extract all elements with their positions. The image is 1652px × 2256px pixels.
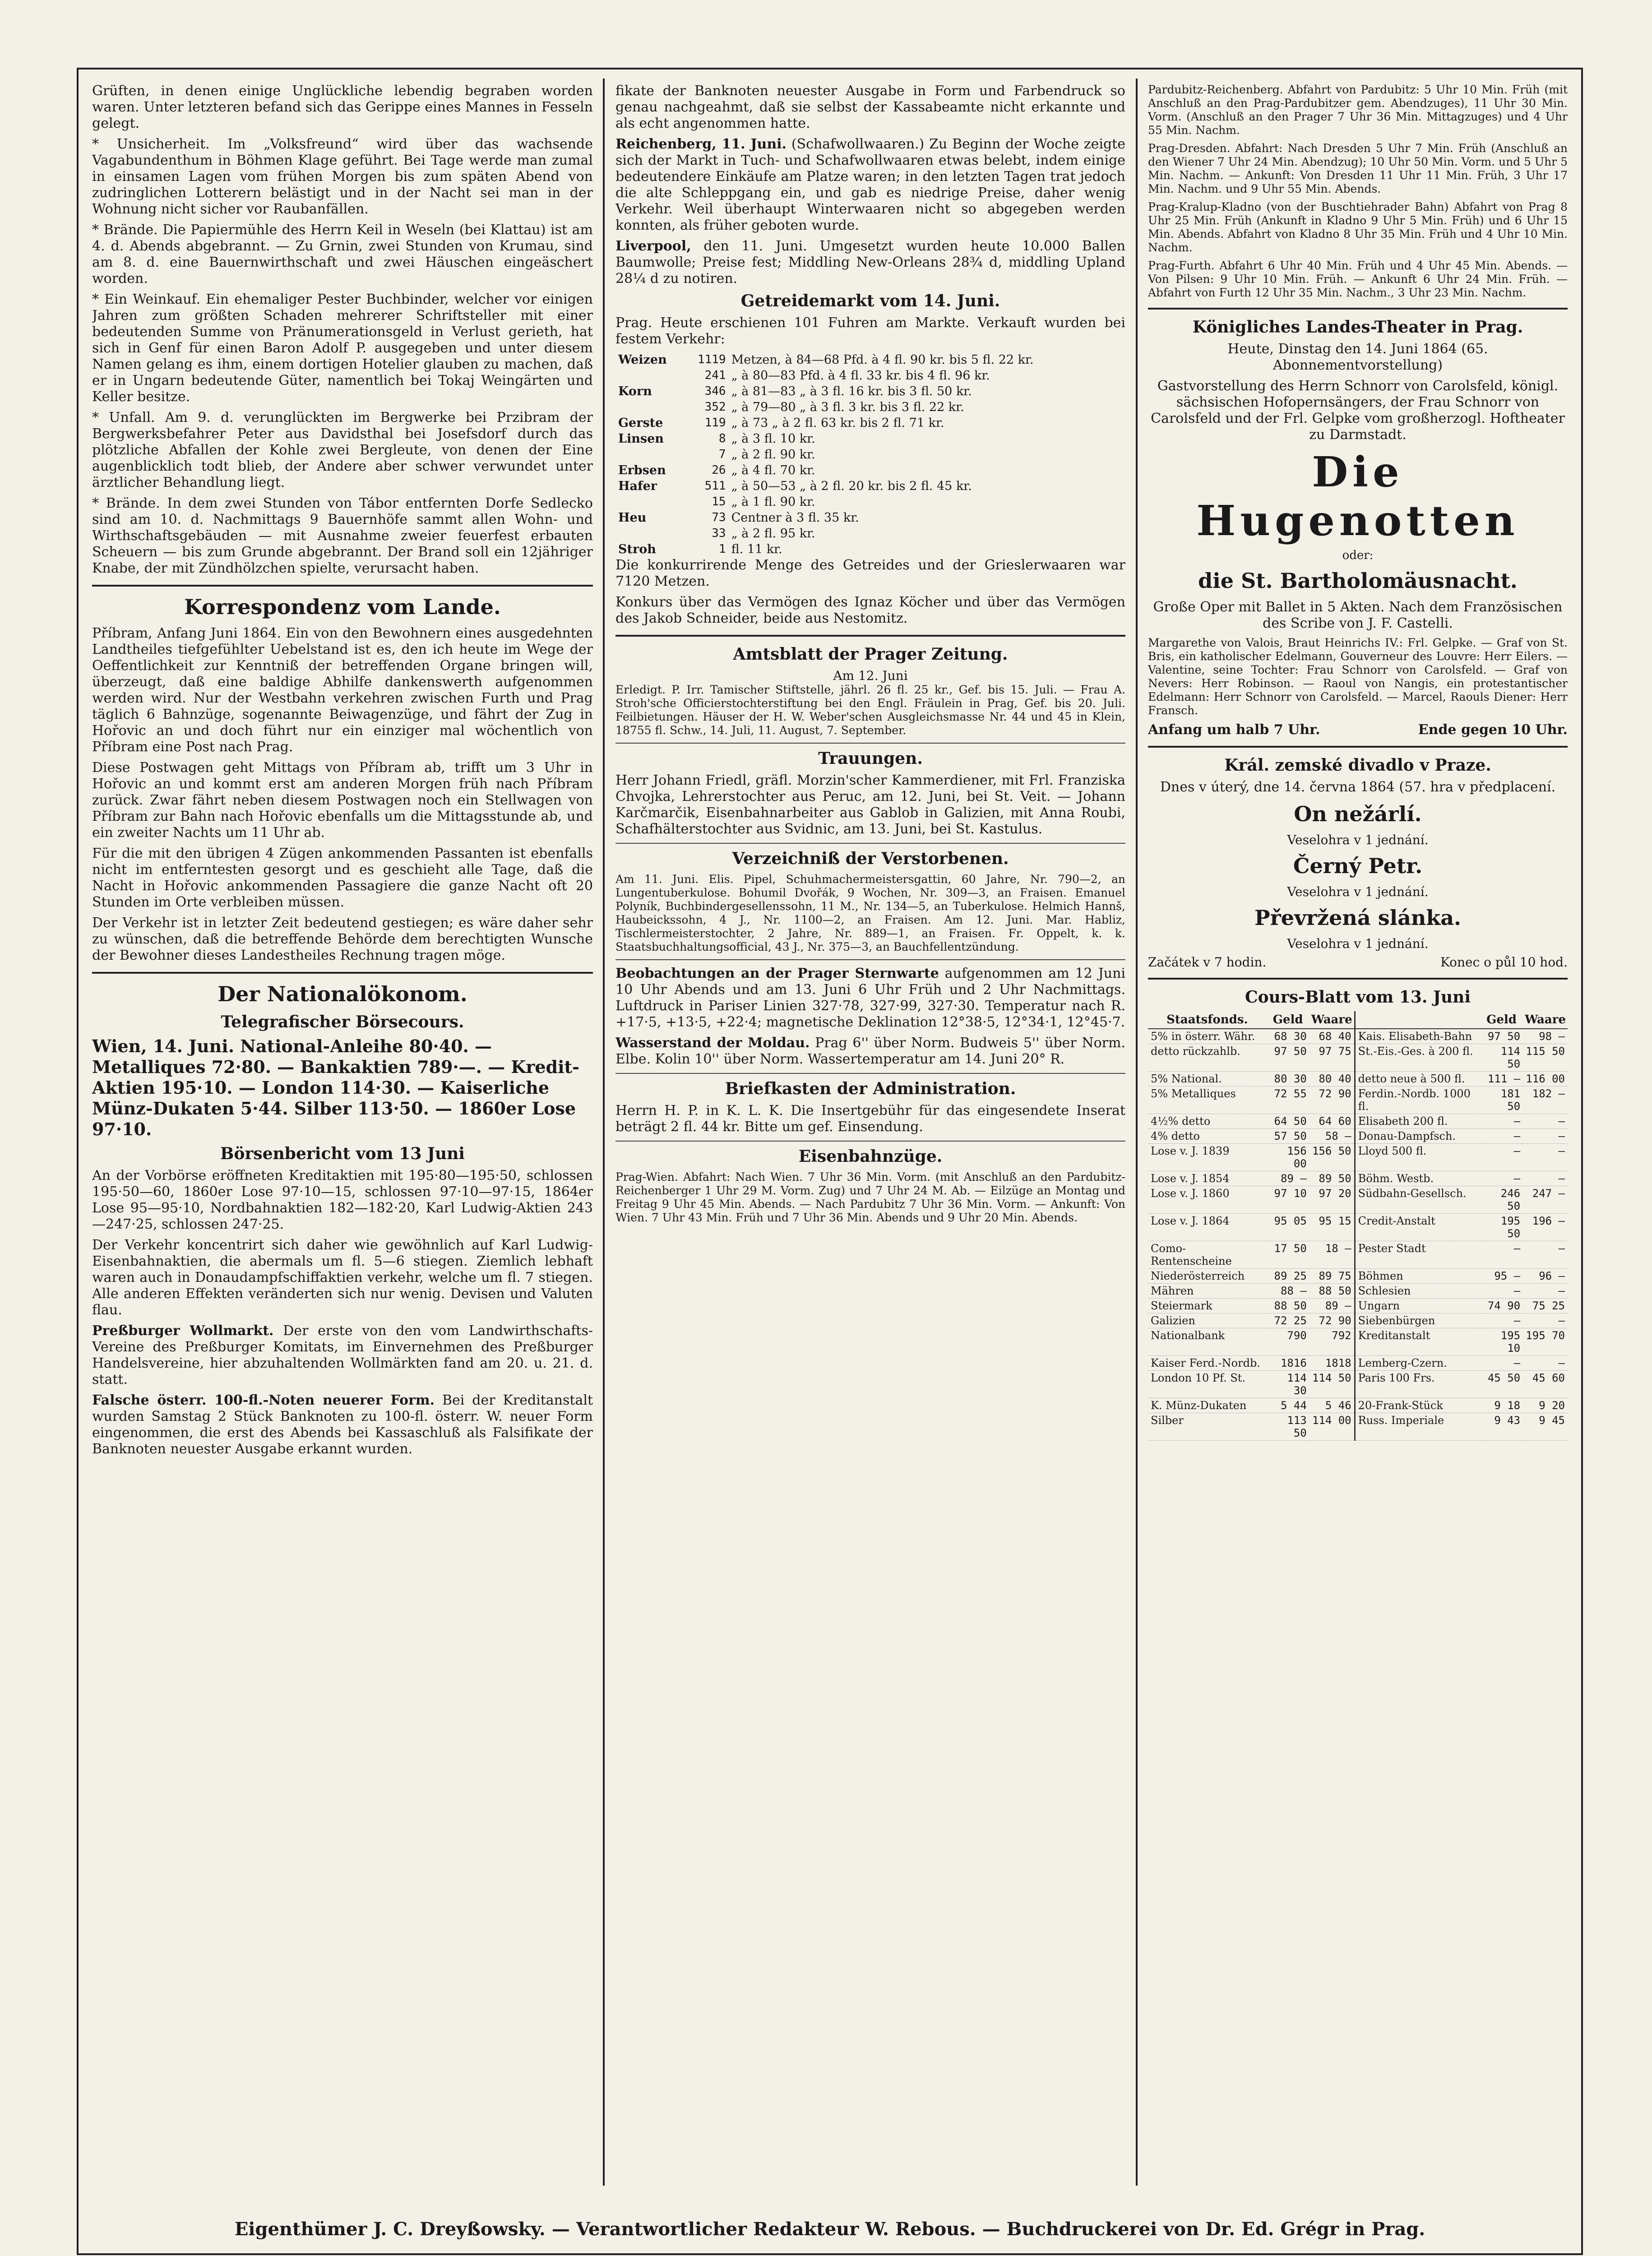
table-cell: 64 50 xyxy=(1267,1114,1310,1129)
table-cell: London 10 Pf. St. xyxy=(1148,1371,1267,1398)
table-cell: Hafer xyxy=(618,479,657,493)
table-cell: 45 50 xyxy=(1480,1371,1523,1398)
table-row xyxy=(615,352,1125,368)
table-cell: Linsen xyxy=(618,432,664,446)
column-3 xyxy=(1148,83,1568,2186)
table-cell: 352 xyxy=(704,400,726,414)
theater-line: Heute, Dinstag den 14. Juni 1864 (65. Abonnementvorstellung) xyxy=(1227,341,1488,373)
table-cell: 247 — xyxy=(1523,1186,1568,1214)
grain-total: Die konkurrirende Menge des Getreides und der Grieslerwaaren war 7120 Metzen. xyxy=(615,557,1125,589)
paragraph: Diese Postwagen geht Mittags von Příbram ab, trifft um 3 Uhr in Hořovic an und kommt erst am anderen Morgen früh nach Příbram zurück. Zwar fährt neben diesem Postwagen noch ein Stellwagen von Příbram zur Bahn nach Hořovic ebenfalls um die Mittagsstunde ab, und ein zweiter Nachts um 11 Uhr ab. xyxy=(92,760,593,841)
course-table xyxy=(1148,1011,1568,1441)
letterbox-text: Herrn H. P. in K. L. K. Die Insertgebühr für das eingesendete Inserat beträgt 2 fl. 44 kr. Bitte um gef. Einsendung. xyxy=(615,1103,1125,1135)
table-cell: Siebenbürgen xyxy=(1355,1313,1480,1328)
table-cell: 246 50 xyxy=(1480,1186,1523,1214)
column-header xyxy=(1355,1011,1480,1029)
czech-play-desc: Veselohra v 1 jednání. xyxy=(1287,884,1429,899)
observ-text: aufgenommen am 12 Juni 10 Uhr Abends und am 13. Juni 6 Uhr Früh und 2 Uhr Nachmittags. Luftdruck in Pariser Linien 327·78, 327·99, 327·30. Temperatur nach R. +17·5, +13·5, +22·4; magnetische Deklination 12°38·5, 12°34·1, 12°45·7. xyxy=(615,966,1125,1030)
table-cell: 5 44 xyxy=(1267,1398,1310,1413)
table-cell: 95 — xyxy=(1480,1269,1523,1284)
table-cell: — xyxy=(1480,1129,1523,1144)
table-cell: „ à 73 „ à 2 fl. 63 kr. bis 2 fl. 71 kr. xyxy=(731,416,944,430)
column-header: Waare xyxy=(1523,1011,1568,1029)
table-cell: 790 xyxy=(1267,1328,1310,1356)
opera-title: Die Hugenotten xyxy=(1196,448,1519,545)
table-row xyxy=(1148,1044,1568,1072)
table-cell: 181 50 xyxy=(1480,1086,1523,1114)
table-cell: 195 10 xyxy=(1480,1328,1523,1356)
table-row xyxy=(1148,1299,1568,1313)
table-cell: 195 70 xyxy=(1523,1328,1568,1356)
paragraph: * Unsicherheit. Im „Volksfreund“ wird über das wachsende Vagabundenthum in Böhmen Klage geführt. Bei Tage werde man zumal in einsamen Lagen vom frühen Morgen bis zum späten Abend von zudringlichen Lotterern belästigt und in der Nacht sei man in der Wohnung nicht sicher vor Raubanfällen. xyxy=(92,136,593,217)
table-cell: 73 xyxy=(712,511,726,524)
table-cell xyxy=(615,399,685,415)
table-cell: 80 30 xyxy=(1267,1072,1310,1086)
divider xyxy=(615,635,1125,637)
deaths-text: Am 11. Juni. Elis. Pipel, Schuhmachermeistersgattin, 60 Jahre, Nr. 790—2, an Lungentuberkulose. Bohumil Dvořák, 9 Wochen, Nr. 309—3, an Fraisen. Emanuel Polyník, Buchbindergesellenssohn, 11 M., Nr. 134—5, an Tuberkulose. Helmich Hannš, Haubeickssohn, 4 J., Nr. 1100—2, an Fraisen. Am 12. Juni. Mar. Habliz, Tischlermeisterstochter, 2 Jahre, Nr. 889—1, an Fraisen. Fr. Oppelt, k. k. Staatsbuchhaltungsofficial, 43 J., Nr. 375—3, an Bauchfellentzündung. xyxy=(615,873,1125,953)
column-rule xyxy=(1136,79,1138,2186)
table-cell: Heu xyxy=(618,511,647,525)
table-row xyxy=(1148,1086,1568,1114)
table-cell: 97 20 xyxy=(1310,1186,1355,1214)
table-cell: „ à 1 fl. 90 kr. xyxy=(731,495,815,509)
table-cell: Kreditanstalt xyxy=(1355,1328,1480,1356)
paragraph: Der Verkehr ist in letzter Zeit bedeutend gestiegen; es wäre daher sehr zu wünschen, daß die betreffende Behörde dem berechtigten Wunsche der Bewohner dieses Landestheiles Rechnung tragen möge. xyxy=(92,915,593,963)
theater-heading: Königliches Landes-Theater in Prag. xyxy=(1192,318,1523,337)
table-cell: 1 xyxy=(718,542,726,556)
telegraph-text: Wien, 14. Juni. National-Anleihe 80·40. — Metalliques 72·80. — Bankaktien 789·—. — Kredit-Aktien 195·10. — London 114·30. — Kaiserliche Münz-Dukaten 5·44. Silber 113·50. — 1860er Lose 97·10. xyxy=(92,1036,579,1139)
divider xyxy=(1148,978,1568,980)
table-cell: Steiermark xyxy=(1148,1299,1267,1313)
table-cell: Credit-Anstalt xyxy=(1355,1214,1480,1241)
table-cell xyxy=(615,447,685,462)
table-cell: 119 xyxy=(704,416,726,430)
table-cell: Böhm. Westb. xyxy=(1355,1171,1480,1186)
reichenberg-text: (Schafwollwaaren.) Zu Beginn der Woche zeigte sich der Markt in Tuch- und Schafwollwaaren etwas belebt, indem einige bedeutendere Einkäufe am Platze waren; in den letzten Tagen trat jedoch die alte Schleppgang ein, und gab es niedrige Preise, daher wenig Verkehr. Weil überhaupt Winterwaaren nicht so abgegeben werden konnten, als früher geboten wurde. xyxy=(615,136,1125,233)
table-row xyxy=(1148,1129,1568,1144)
divider xyxy=(615,1141,1125,1142)
table-cell: 20-Frank-Stück xyxy=(1355,1398,1480,1413)
rail-text: Pardubitz-Reichenberg. Abfahrt von Pardubitz: 5 Uhr 10 Min. Früh (mit Anschluß an den Prag-Pardubitzer gem. Abendzuges), 11 Uhr 30 Min. Vorm. (Anschluß an den Prager 7 Uhr 36 Min. Mittagzuges) und 4 Uhr 55 Min. Nachm. xyxy=(1148,83,1568,137)
table-cell: 196 — xyxy=(1523,1214,1568,1241)
column-header: Geld xyxy=(1267,1011,1310,1029)
table-cell: 58 — xyxy=(1310,1129,1355,1144)
table-row xyxy=(1148,1029,1568,1044)
table-cell: — xyxy=(1480,1114,1523,1129)
column-rule xyxy=(603,79,605,2186)
table-cell: 195 50 xyxy=(1480,1214,1523,1241)
table-cell: — xyxy=(1523,1284,1568,1299)
river-text: Prag 6'' über Norm. Budweis 5'' über Norm. Elbe. Kolin 10'' über Norm. Wassertemperatur am 14. Juni 20° R. xyxy=(615,1035,1125,1067)
table-cell: Russ. Imperiale xyxy=(1355,1413,1480,1441)
czech-start: Začátek v 7 hodin. xyxy=(1148,955,1267,970)
table-cell: Lose v. J. 1854 xyxy=(1148,1171,1267,1186)
table-cell: Erbsen xyxy=(618,463,666,477)
table-cell: 346 xyxy=(704,384,726,398)
table-cell: 89 — xyxy=(1267,1171,1310,1186)
table-cell: 111 — xyxy=(1480,1072,1523,1086)
paragraph: * Brände. In dem zwei Stunden von Tábor entfernten Dorfe Sedlecko sind am 10. d. Nachmittags 9 Bauernhöfe sammt allen Wohn- und Wirthschaftsgebäuden — mit Ausnahme zweier feuerfest erbauten Scheuern — bis zum Grunde abgebrannt. Der Brand soll ein 12jähriger Knabe, der mit Zündhölzchen spielte, verursacht haben. xyxy=(92,495,593,576)
trauung-heading: Trauungen. xyxy=(818,749,923,768)
divider xyxy=(92,585,593,587)
paragraph: Příbram, Anfang Juni 1864. Ein von den Bewohnern eines ausgedehnten Landtheiles tiefgefühlter Uebelstand ist es, den ich heute im Wege der Oeffentlichkeit zur Kenntniß der betreffenden Organe bringen will, überzeugt, daß eine baldige Abhilfe dankenswerth aufgenommen werden wird. Nur der Westbahn verkehren zwischen Furth und Prag täglich 6 Bahnzüge, sogenannte Beiwagenzüge, und fährt der Zug in Hořovic an und doch führt nur ein einziger mal wöchentlich von Příbram eine Post nach Prag. xyxy=(92,625,593,755)
table-cell: Ungarn xyxy=(1355,1299,1480,1313)
table-cell: 17 50 xyxy=(1267,1241,1310,1269)
table-row xyxy=(1148,1356,1568,1371)
table-row xyxy=(1148,1269,1568,1284)
table-row xyxy=(1148,1328,1568,1356)
trauung-text: Herr Johann Friedl, gräfl. Morzin'scher Kammerdiener, mit Frl. Franziska Chvojka, Lehrerstochter aus Peruc, am 12. Juni, bei St. Veit. — Johann Karčmarčik, Eisenbahnarbeiter aus Gablob in Galizien, mit Anna Roubi, Schafhälterstochter aus Svidnic, am 13. Juni, bei St. Kastulus. xyxy=(615,772,1125,837)
table-cell: 156 50 xyxy=(1310,1144,1355,1171)
czech-play: On nežárlí. xyxy=(1294,802,1422,826)
table-cell: Weizen xyxy=(618,353,667,367)
column-header: Staatsfonds. xyxy=(1148,1011,1267,1029)
section-title-economist: Der Nationalökonom. xyxy=(217,982,467,1006)
grain-heading: Getreidemarkt vom 14. Juni. xyxy=(740,291,1000,310)
czech-play-desc: Veselohra v 1 jednání. xyxy=(1287,832,1429,847)
table-row xyxy=(1148,1284,1568,1299)
table-cell: Nationalbank xyxy=(1148,1328,1267,1356)
paragraph: Der Verkehr koncentrirt sich daher wie gewöhnlich auf Karl Ludwig-Eisenbahnaktien, die abermals um fl. 5—6 stiegen. Ziemlich lebhaft waren auch in Donaudampfschiffaktien verkehr, welche um fl. 7 stiegen. Alle anderen Effekten veränderten sich nur wenig. Devisen und Valuten flau. xyxy=(92,1237,593,1318)
table-cell: — xyxy=(1480,1313,1523,1328)
table-cell: 115 50 xyxy=(1523,1044,1568,1072)
czech-theater-heading: Král. zemské divadlo v Praze. xyxy=(1224,756,1491,775)
column-header: Geld xyxy=(1480,1011,1523,1029)
table-cell: Silber xyxy=(1148,1413,1267,1441)
table-row xyxy=(1148,1171,1568,1186)
divider xyxy=(615,843,1125,844)
table-cell: „ à 79—80 „ à 3 fl. 3 kr. bis 3 fl. 22 kr. xyxy=(731,400,964,414)
table-cell: 8 xyxy=(718,432,726,445)
table-row xyxy=(615,478,1125,494)
table-cell: 1818 xyxy=(1310,1356,1355,1371)
observ-heading: Beobachtungen an der Prager Sternwarte xyxy=(615,966,939,981)
table-row xyxy=(615,526,1125,541)
table-cell: 64 60 xyxy=(1310,1114,1355,1129)
table-cell: 114 50 xyxy=(1310,1371,1355,1398)
table-cell: St.-Eis.-Ges. à 200 fl. xyxy=(1355,1044,1480,1072)
paragraph: fikate der Banknoten neuester Ausgabe in Form und Farbendruck so genau nachgeahmt, daß sie selbst der Kassabeamte nicht erkannte und als echt angenommen hatte. xyxy=(615,83,1125,131)
table-cell: Schlesien xyxy=(1355,1284,1480,1299)
table-cell xyxy=(615,368,685,384)
table-cell: 98 — xyxy=(1523,1029,1568,1044)
table-row xyxy=(615,368,1125,384)
table-cell: 114 50 xyxy=(1480,1044,1523,1072)
table-cell: Galizien xyxy=(1148,1313,1267,1328)
divider xyxy=(92,972,593,974)
table-cell: 241 xyxy=(704,369,726,382)
table-cell: Lose v. J. 1864 xyxy=(1148,1214,1267,1241)
table-cell: — xyxy=(1523,1171,1568,1186)
amtsblatt-heading: Amtsblatt der Prager Zeitung. xyxy=(733,645,1008,664)
table-cell: Lloyd 500 fl. xyxy=(1355,1144,1480,1171)
table-row xyxy=(615,447,1125,462)
table-cell: Como-Rentenscheine xyxy=(1148,1241,1267,1269)
course-heading: Cours-Blatt vom 13. Juni xyxy=(1245,988,1471,1007)
railway-heading: Eisenbahnzüge. xyxy=(798,1147,943,1166)
divider xyxy=(615,959,1125,960)
column-2 xyxy=(615,83,1125,2186)
divider xyxy=(615,743,1125,744)
letterbox-heading: Briefkasten der Administration. xyxy=(725,1079,1016,1098)
table-cell: — xyxy=(1523,1114,1568,1129)
opera-subtitle: die St. Bartholomäusnacht. xyxy=(1198,569,1518,593)
table-cell: Gerste xyxy=(618,416,663,430)
newspaper-page xyxy=(77,68,1583,2255)
rail-text: Prag-Furth. Abfahrt 6 Uhr 40 Min. Früh und 4 Uhr 45 Min. Abends. — Von Pilsen: 9 Uhr 10 Min. Früh. — Ankunft 6 Uhr 24 Min. Früh. — Abfahrt von Furth 12 Uhr 35 Min. Nachm., 3 Uhr 23 Min. Nachm. xyxy=(1148,259,1568,299)
table-row xyxy=(615,462,1125,478)
table-cell: 88 — xyxy=(1267,1284,1310,1299)
table-cell: 9 45 xyxy=(1523,1413,1568,1441)
table-cell: — xyxy=(1480,1356,1523,1371)
table-cell: 182 — xyxy=(1523,1086,1568,1114)
table-cell: „ à 3 fl. 10 kr. xyxy=(731,432,815,446)
grain-intro: Prag. Heute erschienen 101 Fuhren am Markte. Verkauft wurden bei festem Verkehr: xyxy=(615,315,1125,347)
table-cell: 9 43 xyxy=(1480,1413,1523,1441)
table-cell: Kaiser Ferd.-Nordb. xyxy=(1148,1356,1267,1371)
liverpool-heading: Liverpool, xyxy=(615,238,691,254)
czech-play: Černý Petr. xyxy=(1293,854,1423,878)
grain-table xyxy=(615,352,1125,557)
table-cell: 5 46 xyxy=(1310,1398,1355,1413)
table-cell: 1119 xyxy=(697,353,726,366)
table-cell: — xyxy=(1523,1356,1568,1371)
table-cell: 113 50 xyxy=(1267,1413,1310,1441)
telegraph-heading: Telegrafischer Börsecours. xyxy=(221,1012,464,1031)
table-cell: Niederösterreich xyxy=(1148,1269,1267,1284)
table-cell: 80 40 xyxy=(1310,1072,1355,1086)
column-header: Waare xyxy=(1310,1011,1355,1029)
table-row xyxy=(1148,1413,1568,1441)
table-cell: „ à 81—83 „ à 3 fl. 16 kr. bis 3 fl. 50 kr. xyxy=(731,384,972,398)
divider xyxy=(1148,308,1568,310)
table-cell: Lose v. J. 1839 xyxy=(1148,1144,1267,1171)
table-row xyxy=(1148,1186,1568,1214)
false-notes-heading: Falsche österr. 100-fl.-Noten neuerer Form. xyxy=(92,1392,435,1408)
table-cell: 7 xyxy=(718,448,726,461)
opera-or: oder: xyxy=(1342,549,1374,562)
table-cell: 72 25 xyxy=(1267,1313,1310,1328)
table-cell: Metzen, à 84—68 Pfd. à 4 fl. 90 kr. bis 5 fl. 22 kr. xyxy=(731,353,1034,367)
table-cell: 15 xyxy=(712,495,726,509)
table-cell: — xyxy=(1480,1284,1523,1299)
czech-end: Konec o půl 10 hod. xyxy=(1440,955,1568,970)
table-cell: — xyxy=(1480,1241,1523,1269)
table-cell: 156 00 xyxy=(1267,1144,1310,1171)
table-row xyxy=(615,494,1125,510)
table-cell: 116 00 xyxy=(1523,1072,1568,1086)
table-cell: K. Münz-Dukaten xyxy=(1148,1398,1267,1413)
deaths-heading: Verzeichniß der Verstorbenen. xyxy=(732,849,1009,868)
reichenberg-heading: Reichenberg, 11. Juni. xyxy=(615,136,787,152)
table-cell: Korn xyxy=(618,384,652,398)
river-heading: Wasserstand der Moldau. xyxy=(615,1035,810,1051)
table-cell: — xyxy=(1523,1313,1568,1328)
table-row xyxy=(615,431,1125,447)
table-cell: „ à 4 fl. 70 kr. xyxy=(731,463,815,477)
table-cell: Lose v. J. 1860 xyxy=(1148,1186,1267,1214)
table-cell: detto rückzahlb. xyxy=(1148,1044,1267,1072)
table-row xyxy=(1148,1214,1568,1241)
table-cell: 89 — xyxy=(1310,1299,1355,1313)
table-cell: 95 05 xyxy=(1267,1214,1310,1241)
table-cell: 9 20 xyxy=(1523,1398,1568,1413)
rail-text: Prag-Dresden. Abfahrt: Nach Dresden 5 Uhr 7 Min. Früh (Anschluß an den Wiener 7 Uhr 24 Min. Abendzug); 10 Uhr 50 Min. Vorm. und 5 Uhr 5 Min. Nachm. — Ankunft: Von Dresden 11 Uhr 11 Min. Früh, 3 Uhr 17 Min. Nachm. und 9 Uhr 55 Min. Abends. xyxy=(1148,142,1568,195)
opera-cast: Margarethe von Valois, Braut Heinrichs IV.: Frl. Gelpke. — Graf von St. Bris, ein katholischer Edelmann, Gouverneur des Louvre: Herr Eilers. — Valentine, seine Tochter: Frau Schnorr von Carolsfeld. — Graf von Nevers: Herr Robinson. — Raoul von Nangis, ein protestantischer Edelmann: Herr Schnorr von Carolsfeld. — Marcel, Raouls Diener: Herr Fransch. xyxy=(1148,636,1568,717)
rail-text: Prag-Kralup-Kladno (von der Buschtiehrader Bahn) Abfahrt von Prag 8 Uhr 25 Min. Früh (Ankunft in Kladno 9 Uhr 5 Min. Früh) und 6 Uhr 15 Min. Abends. Abfahrt von Kladno 8 Uhr 35 Min. Früh und 4 Uhr 10 Min. Nachm. xyxy=(1148,200,1568,254)
table-row xyxy=(1148,1114,1568,1129)
table-cell: Donau-Dampfsch. xyxy=(1355,1129,1480,1144)
table-cell: 45 60 xyxy=(1523,1371,1568,1398)
table-cell: 97 75 xyxy=(1310,1044,1355,1072)
table-cell: Stroh xyxy=(618,542,656,556)
opera-desc: Große Oper mit Ballet in 5 Akten. Nach dem Französischen des Scribe von J. F. Castelli. xyxy=(1153,599,1563,631)
table-cell: fl. 11 kr. xyxy=(731,542,782,556)
railway-text: Prag-Wien. Abfahrt: Nach Wien. 7 Uhr 36 Min. Vorm. (mit Anschluß an den Pardubitz-Reichenberger 1 Uhr 29 M. Vorm. Zug) und 7 Uhr 24 M. Ab. — Eilzüge an Montag und Freitag 9 Uhr 45 Min. Abends. — Nach Pardubitz 7 Uhr 36 Min. Vorm. — Ankunft: Von Wien. 7 Uhr 43 Min. Früh und 7 Uhr 36 Min. Abends und 9 Uhr 20 Min. Abends. xyxy=(615,1170,1125,1224)
table-cell: 114 00 xyxy=(1310,1413,1355,1441)
table-row xyxy=(1148,1072,1568,1086)
table-cell: 97 50 xyxy=(1480,1029,1523,1044)
table-cell: „ à 2 fl. 90 kr. xyxy=(731,448,815,462)
table-row xyxy=(615,384,1125,399)
table-cell: 72 55 xyxy=(1267,1086,1310,1114)
pressburg-text: Der erste von den vom Landwirthschafts-Vereine des Preßburger Komitats, im Einvernehmen des Preßburger Handelsvereine, hier abzuhaltenden Wollmärkten fand am 20. u. 21. d. statt. xyxy=(92,1323,593,1387)
table-cell: Ferdin.-Nordb. 1000 fl. xyxy=(1355,1086,1480,1114)
table-cell: 5% in österr. Währ. xyxy=(1148,1029,1267,1044)
table-cell: 89 25 xyxy=(1267,1269,1310,1284)
table-cell: 511 xyxy=(704,479,726,493)
table-cell: Centner à 3 fl. 35 kr. xyxy=(731,511,859,525)
table-cell: — xyxy=(1480,1144,1523,1171)
table-cell: 74 90 xyxy=(1480,1299,1523,1313)
table-cell: Kais. Elisabeth-Bahn xyxy=(1355,1029,1480,1044)
table-cell: 5% National. xyxy=(1148,1072,1267,1086)
table-row xyxy=(1148,1398,1568,1413)
table-row xyxy=(615,510,1125,526)
table-cell xyxy=(615,494,685,510)
table-cell: 68 30 xyxy=(1267,1029,1310,1044)
czech-play-desc: Veselohra v 1 jednání. xyxy=(1287,936,1429,951)
table-cell: 72 90 xyxy=(1310,1086,1355,1114)
table-cell: 72 90 xyxy=(1310,1313,1355,1328)
table-cell: Mähren xyxy=(1148,1284,1267,1299)
imprint-footer: Eigenthümer J. C. Dreyßowsky. — Verantwortlicher Redakteur W. Rebous. — Buchdruckerei von Dr. Ed. Grégr in Prag. xyxy=(234,2219,1425,2240)
table-cell: „ à 80—83 Pfd. à 4 fl. 33 kr. bis 4 fl. 96 kr. xyxy=(731,369,990,383)
divider xyxy=(615,1073,1125,1074)
opera-start: Anfang um halb 7 Uhr. xyxy=(1148,722,1320,738)
table-cell: „ à 50—53 „ à 2 fl. 20 kr. bis 2 fl. 45 kr. xyxy=(731,479,972,493)
table-row xyxy=(615,541,1125,557)
table-cell: 4% detto xyxy=(1148,1129,1267,1144)
paragraph: Grüften, in denen einige Unglückliche lebendig begraben worden waren. Unter letzteren befand sich das Gerippe eines Mannes in Fesseln gelegt. xyxy=(92,83,593,131)
table-cell: Südbahn-Gesellsch. xyxy=(1355,1186,1480,1214)
konkurs-text: Konkurs über das Vermögen des Ignaz Köcher und über das Vermögen des Jakob Schneider, beide aus Nestomitz. xyxy=(615,594,1125,626)
table-cell: „ à 2 fl. 95 kr. xyxy=(731,527,815,541)
divider xyxy=(1148,746,1568,748)
czech-play: Převržená slánka. xyxy=(1254,906,1462,930)
table-cell: — xyxy=(1523,1144,1568,1171)
table-row xyxy=(1148,1241,1568,1269)
table-cell: 33 xyxy=(712,527,726,540)
table-row xyxy=(1148,1371,1568,1398)
theater-line: Gastvorstellung des Herrn Schnorr von Carolsfeld, königl. sächsischen Hofopernsängers, der Frau Schnorr von Carolsfeld und der Frl. Gelpke vom großherzogl. Hoftheater zu Darmstadt. xyxy=(1151,378,1565,443)
boerse-heading: Börsenbericht vom 13 Juni xyxy=(220,1144,465,1163)
table-cell: — xyxy=(1523,1129,1568,1144)
table-row xyxy=(615,415,1125,431)
table-cell: 114 30 xyxy=(1267,1371,1310,1398)
table-cell: — xyxy=(1523,1241,1568,1269)
table-cell: 792 xyxy=(1310,1328,1355,1356)
pressburg-heading: Preßburger Wollmarkt. xyxy=(92,1323,274,1339)
table-cell: 95 15 xyxy=(1310,1214,1355,1241)
opera-end: Ende gegen 10 Uhr. xyxy=(1418,722,1568,738)
table-cell: 88 50 xyxy=(1310,1284,1355,1299)
amtsblatt-date: Am 12. Juni xyxy=(833,668,908,683)
table-cell: 89 50 xyxy=(1310,1171,1355,1186)
table-cell: Paris 100 Frs. xyxy=(1355,1371,1480,1398)
section-title-correspondence: Korrespondenz vom Lande. xyxy=(184,595,501,619)
table-cell: — xyxy=(1480,1171,1523,1186)
table-row xyxy=(1148,1144,1568,1171)
liverpool-text: den 11. Juni. Umgesetzt wurden heute 10.000 Ballen Baumwolle; Preise fest; Middling New-Orleans 28¾ d, middling Upland 28¼ d zu notiren. xyxy=(615,238,1125,287)
table-cell: 97 10 xyxy=(1267,1186,1310,1214)
table-cell: 97 50 xyxy=(1267,1044,1310,1072)
table-cell: 57 50 xyxy=(1267,1129,1310,1144)
false-notes-text: Bei der Kreditanstalt wurden Samstag 2 Stück Banknoten zu 100-fl. österr. W. neuer Form eingenommen, die erst des Abends bei Kassaschluß als Falsifikate der Banknoten neuester Ausgabe erkannt wurden. xyxy=(92,1392,593,1457)
table-cell: 89 75 xyxy=(1310,1269,1355,1284)
table-cell: 88 50 xyxy=(1267,1299,1310,1313)
table-cell: 5% Metalliques xyxy=(1148,1086,1267,1114)
table-cell: 26 xyxy=(712,463,726,477)
table-cell: Böhmen xyxy=(1355,1269,1480,1284)
table-cell: Lemberg-Czern. xyxy=(1355,1356,1480,1371)
paragraph: Für die mit den übrigen 4 Zügen ankommenden Passanten ist ebenfalls nicht im entferntesten gesorgt und es geschieht alle Tage, daß die Nacht in Hořovic ankommenden Passagiere die ganze Nacht oft 20 Stunden im Orte verbleiben müssen. xyxy=(92,846,593,910)
table-cell xyxy=(615,526,685,541)
column-1 xyxy=(92,83,593,2186)
amtsblatt-text: Erledigt. P. Irr. Tamischer Stiftstelle, jährl. 26 fl. 25 kr., Gef. bis 15. Juli. — Frau A. Stroh'sche Officierstochterstiftung bei den Engl. Fräulein in Prag, Gef. bis 20. Juli. Feilbietungen. Häuser der H. W. Weber'schen Ausgleichsmasse Nr. 44 und 45 in Klein, 18755 fl. Schw., 14. Juli, 11. August, 7. September. xyxy=(615,683,1125,737)
table-cell: detto neue à 500 fl. xyxy=(1355,1072,1480,1086)
table-cell: 68 40 xyxy=(1310,1029,1355,1044)
paragraph: * Brände. Die Papiermühle des Herrn Keil in Weseln (bei Klattau) ist am 4. d. Abends abgebrannt. — Zu Grnin, zwei Stunden von Krumau, sind am 8. d. eine Bauernwirthschaft und zwei Häuschen eingeäschert worden. xyxy=(92,222,593,287)
table-cell: 9 18 xyxy=(1480,1398,1523,1413)
table-cell: Elisabeth 200 fl. xyxy=(1355,1114,1480,1129)
table-cell: 1816 xyxy=(1267,1356,1310,1371)
paragraph: An der Vorbörse eröffneten Kreditaktien mit 195·80—195·50, schlossen 195·50—60, 1860er Lose 97·10—15, schlossen 97·10—97·15, 1864er Lose 95—95·10, Nordbahnaktien 182—182·20, Karl Ludwig-Aktien 243—247·25, schlossen 247·25. xyxy=(92,1168,593,1232)
table-cell: 18 — xyxy=(1310,1241,1355,1269)
czech-line: Dnes v úterý, dne 14. června 1864 (57. hra v předplacení. xyxy=(1160,779,1556,795)
paragraph: * Unfall. Am 9. d. verunglückten im Bergwerke bei Przibram der Bergwerksbefahrer Peter aus Davidsthal bei Josefsdorf durch das plötzliche Abfallen der Kohle zwei Bergleute, von denen der Eine augenblicklich todt blieb, der Andere aber schwer verwundet unter ärztlicher Behandlung liegt. xyxy=(92,410,593,490)
table-cell: 4½% detto xyxy=(1148,1114,1267,1129)
table-cell: 75 25 xyxy=(1523,1299,1568,1313)
table-row xyxy=(1148,1313,1568,1328)
table-cell: Pester Stadt xyxy=(1355,1241,1480,1269)
table-row xyxy=(615,399,1125,415)
table-cell: 96 — xyxy=(1523,1269,1568,1284)
paragraph: * Ein Weinkauf. Ein ehemaliger Pester Buchbinder, welcher vor einigen Jahren zum größten Schaden mehrerer Schriftsteller mit einer bedeutenden Summe von Pränumerationsgeld in Verlust gerieth, hat sich in Genf für einen Baron Adolf P. ausgegeben und unter diesem Namen gelang es ihm, einem dortigen Hotelier glauben zu machen, daß er in Ungarn bedeutende Güter, namentlich bei Tokaj Weingärten und Keller besitze. xyxy=(92,291,593,405)
